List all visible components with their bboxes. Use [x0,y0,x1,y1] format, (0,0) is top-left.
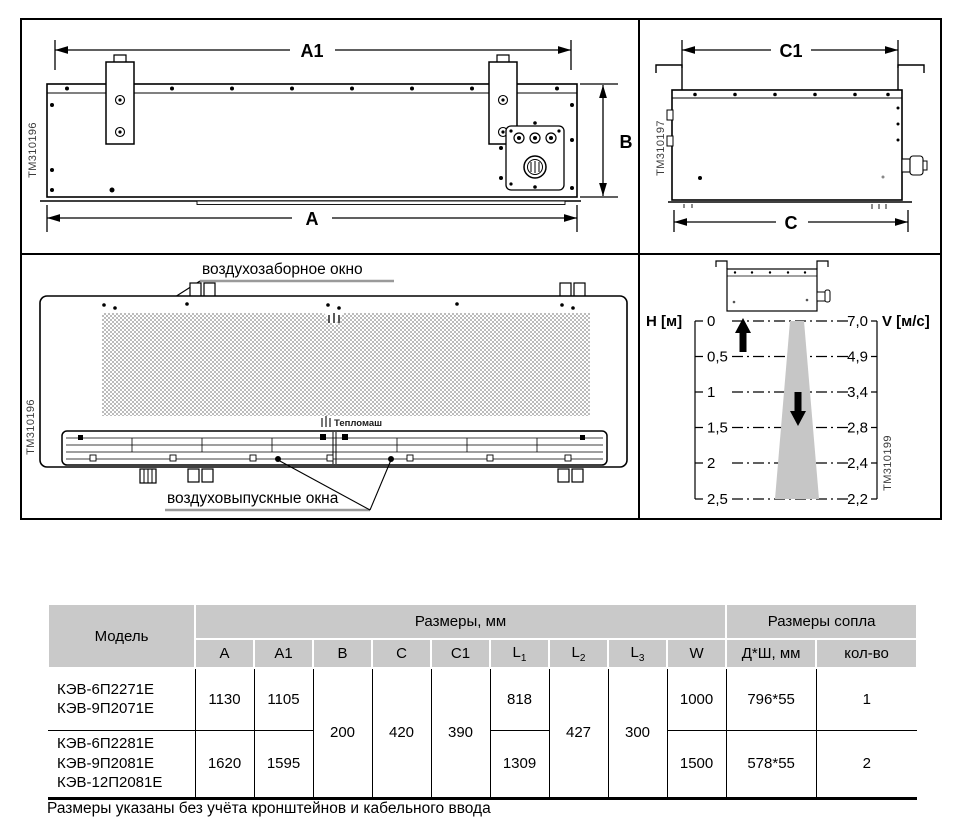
height-axis-label: H [м] [646,313,683,330]
right-axis [871,321,877,499]
dimensions-table [47,603,918,800]
hanger-hooks [190,283,215,297]
cell-l3: 300 [608,668,667,798]
ceiling-flange-left [656,65,682,90]
col-header-model: Модель [48,604,195,668]
col-header-l2: $L_2$ [549,639,608,668]
table-row [48,668,917,730]
terminal-box [499,121,564,190]
cell-nozzle-qty: 2 [816,730,917,798]
cell-l1: 818 [490,668,549,730]
model-name: КЭВ-9П2071Е [57,700,155,718]
rear-view-drawing [22,20,638,253]
cell-l2: 427 [549,668,608,798]
col-header-l1: $L_1$ [490,639,549,668]
v-tick: 2,2 [847,491,868,508]
intake-window-label: воздухозаборное окно [202,261,363,278]
outlet-grille [62,431,607,465]
cable-gland-icons [514,133,556,143]
hanger-hooks-right [560,283,585,297]
col-header-a: A [195,639,254,668]
cell-w: 1000 [667,668,726,730]
unit-side-body [656,65,927,209]
v-tick: 7,0 [847,313,868,330]
col-group-nozzle: Размеры сопла [726,604,917,639]
model-name: КЭВ-9П2081Е [57,754,155,772]
model-name: КЭВ-12П2081Е [57,774,163,792]
dimension-b [580,84,618,197]
cell-nozzle-size: 578*55 [726,730,816,798]
cell-a: 1130 [195,668,254,730]
dim-label-a: A [305,209,319,229]
model-name: КЭВ-6П2271Е [57,680,155,698]
cell-nozzle-qty: 1 [816,668,917,730]
v-tick: 4,9 [847,348,868,366]
front-view-drawing [22,255,638,518]
col-header-c1: C1 [431,639,490,668]
h-tick: 1 [707,384,716,401]
model-cell [48,730,195,798]
left-axis [695,321,703,499]
col-header-b: B [313,639,372,668]
cell-a1: 1595 [254,730,313,798]
h-tick: 0,5 [707,348,728,366]
cell-a1: 1105 [254,668,313,730]
unit-sketch [716,261,830,311]
v-tick: 2,4 [847,455,868,472]
outlet-windows-label: воздуховыпускные окна [167,490,339,507]
h-tick: 1,5 [707,419,728,437]
cell-c1: 390 [431,668,490,798]
cable-gland-icon [902,156,927,175]
v-tick: 3,4 [847,384,868,401]
dim-label-a1: A1 [300,41,324,61]
drawing-stamp: TM310197 [655,120,667,176]
h-tick: 2 [707,455,716,472]
dim-label-b: B [619,132,633,152]
airflow-velocity-chart [640,255,940,518]
footnote: Размеры указаны без учёта кронштейнов и кабельного ввода [47,800,491,817]
height-ticks [707,313,728,508]
v-tick: 2,8 [847,419,868,437]
velocity-ticks [847,313,868,508]
drawing-stamp: TM310196 [27,122,39,178]
cell-w: 1500 [667,730,726,798]
cell-a: 1620 [195,730,254,798]
col-header-nozzle-qty: кол-во [816,639,917,668]
drawing-stamp: TM310196 [25,399,37,455]
cell-l1: 1309 [490,730,549,798]
up-arrow-icon [735,318,751,352]
dim-label-c: C [784,213,798,233]
intake-mesh [102,313,590,416]
h-tick: 0 [707,313,716,330]
h-tick: 2,5 [707,491,728,508]
drawing-stamp: TM310199 [882,435,894,491]
col-header-nozzle-size: Д*Ш, мм [726,639,816,668]
model-name: КЭВ-6П2281Е [57,735,155,753]
cell-nozzle-size: 796*55 [726,668,816,730]
mounting-bracket [106,55,134,144]
model-cell [48,668,195,730]
cell-b: 200 [313,668,372,798]
col-header-w: W [667,639,726,668]
ceiling-flange-right [898,65,924,90]
col-header-c: C [372,639,431,668]
round-connector-icon [524,156,546,178]
logo-text: Тепломаш [334,418,383,429]
figure-panel [20,18,942,520]
dim-label-c1: C1 [779,41,803,61]
bottom-brackets [140,469,583,483]
col-header-a1: A1 [254,639,313,668]
side-view-drawing [640,20,940,253]
col-header-l3: $L_3$ [608,639,667,668]
col-group-dimensions: Размеры, мм [195,604,726,639]
cell-c: 420 [372,668,431,798]
velocity-axis-label: V [м/с] [882,313,930,330]
